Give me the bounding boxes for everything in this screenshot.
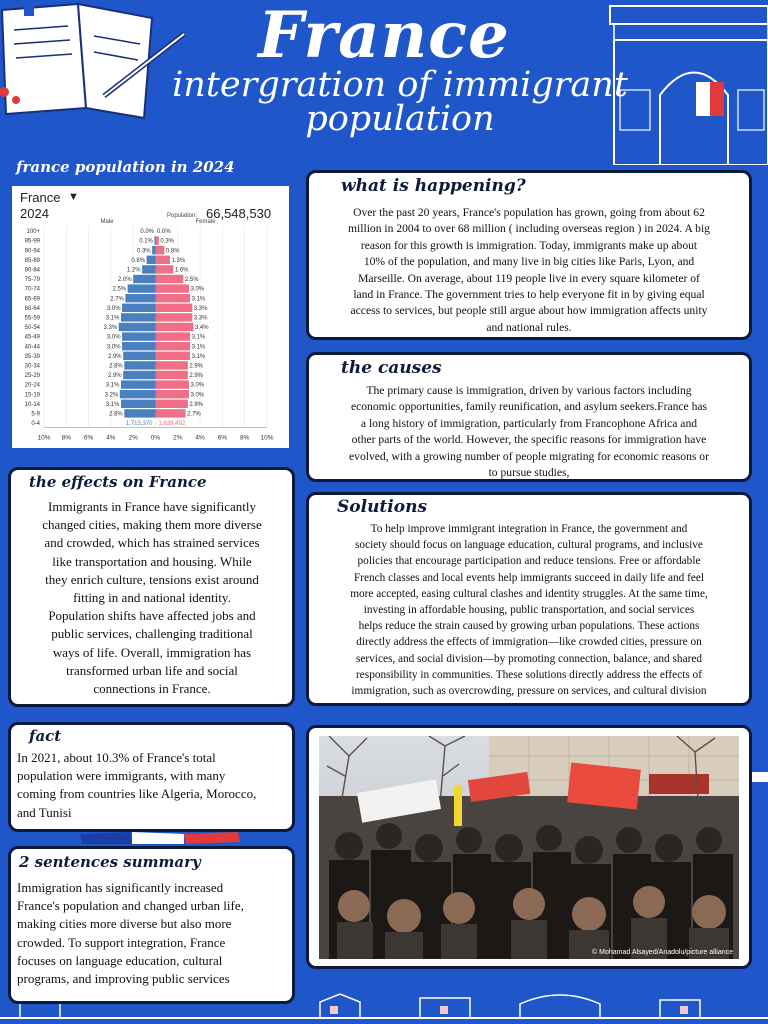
male-bar [123, 371, 155, 379]
female-value-label: 0.8% [165, 248, 180, 255]
female-value-label: 2.5% [184, 277, 199, 284]
text-line: To help improve immigrant integration in France, the government and [370, 523, 688, 535]
female-bar [156, 246, 165, 254]
female-bar [156, 400, 188, 408]
male-value-label: 3.1% [105, 315, 120, 322]
card-title: fact [29, 727, 62, 745]
text-line: access to services, but people still argue about how immigration affects unity [350, 304, 708, 318]
text-line: making cities more diverse but also more [17, 916, 232, 932]
age-group-label: 20-24 [24, 382, 40, 389]
female-value-label: 3.1% [191, 353, 206, 360]
poster-subtitle-line1: intergration of immigrant [172, 65, 628, 105]
female-label: Female [195, 219, 216, 225]
female-bar [156, 265, 174, 273]
text-line: public services, challenging traditional [51, 626, 253, 642]
text-line: a long history of immigration, particularly from Francophone Africa and [360, 416, 698, 430]
male-bar [128, 284, 156, 292]
female-value-label: 3.0% [190, 392, 205, 399]
card-body [17, 749, 289, 822]
male-value-label: 0.3% [136, 248, 151, 255]
text-line: responsibility in communities. These solutions directly address the effects of [356, 668, 702, 681]
text-line: Immigrants in France have significantly [48, 499, 256, 514]
x-tick-label: 10% [260, 434, 274, 442]
female-value-label: 3.3% [193, 315, 208, 322]
male-value-label: 2.8% [109, 411, 123, 418]
age-group-label: 55-59 [24, 315, 40, 322]
female-value-label: 3.1% [191, 296, 206, 303]
female-bar [156, 284, 189, 292]
male-bar [121, 313, 156, 321]
male-value-label: 3.0% [106, 344, 121, 351]
male-bar [122, 342, 155, 350]
male-bar [124, 361, 155, 369]
female-value-label: 2.9% [189, 373, 204, 380]
female-value-label: 3.0% [190, 286, 205, 293]
text-line: immigration, such as overcrowding, pressure on services, and cultural division [351, 685, 707, 698]
female-value-label: 3.1% [191, 334, 206, 341]
population-pyramid [12, 186, 289, 448]
age-group-label: 5-9 [31, 411, 40, 418]
male-bar [124, 409, 155, 417]
age-group-label: 65-69 [24, 296, 40, 303]
male-value-label: 0.0% [140, 229, 154, 236]
female-value-label: 2.9% [189, 363, 204, 370]
female-bar [156, 380, 189, 388]
text-line: reason for this growth is immigration. Today, immigrants make up about [360, 238, 698, 252]
female-total-label: 1,639,492 [158, 421, 186, 428]
card-fact [8, 722, 295, 832]
card-what-is-happening [306, 170, 752, 340]
text-line: land in France. The government tries to help everyone fit in by giving equal [353, 288, 705, 302]
text-line: crowded. To support integration, France [17, 934, 226, 950]
card-title: what is happening? [341, 176, 526, 196]
card-title: the effects on France [29, 473, 207, 491]
text-line: Over the past 20 years, France's population has grown, going from about 62 [353, 206, 705, 219]
text-line: investing in affordable housing, public transportation, and social services [363, 604, 695, 617]
female-value-label: 3.3% [193, 305, 208, 312]
text-line: population were immigrants, with many [17, 768, 226, 784]
age-group-label: 40-44 [24, 344, 40, 351]
text-line: connections in France. [93, 681, 211, 697]
text-line: fitting in and national identity. [73, 590, 231, 606]
card-body [315, 383, 743, 481]
text-line: services, and social division—by promoting connection, balance, and shared [355, 652, 703, 665]
age-group-label: 90-94 [24, 248, 40, 255]
text-line: policies that encourage participation and reduce tensions. Free or affordable [357, 555, 701, 568]
x-tick-label: 8% [239, 434, 250, 442]
female-bar [156, 332, 191, 340]
male-bar [120, 390, 156, 398]
male-value-label: 1.2% [126, 267, 141, 274]
age-group-label: 35-39 [24, 353, 40, 360]
female-bar [156, 304, 193, 312]
chevron-down-icon[interactable]: ▼ [68, 191, 79, 203]
female-value-label: 0.3% [160, 238, 175, 245]
protest-photo-illustration [319, 736, 739, 959]
x-tick-label: 2% [173, 434, 183, 442]
text-line: helps reduce the strain caused by growing urban populations. These actions [358, 620, 700, 633]
card-title: the causes [341, 358, 442, 378]
age-group-label: 100+ [26, 229, 40, 236]
male-label: Male [100, 219, 114, 225]
female-bar [156, 256, 170, 264]
text-line: like transportation and housing. While [52, 553, 252, 569]
text-line: changed cities, making them more diverse [42, 517, 262, 533]
text-line: economic opportunities, family reunification, and asylum seekers.France has [350, 400, 708, 414]
pyramid-country[interactable]: France [20, 190, 61, 205]
card-body [17, 879, 289, 988]
card-causes [306, 352, 752, 482]
card-photo [306, 725, 752, 969]
text-line: and crowded, which has strained services [44, 535, 260, 551]
text-line: coming from countries like Algeria, Morocco, [17, 786, 257, 802]
x-tick-label: 4% [195, 434, 205, 442]
age-group-label: 60-64 [24, 305, 40, 312]
text-line: and Tunisi [17, 804, 72, 820]
male-bar [142, 265, 155, 273]
card-body [21, 498, 283, 698]
male-bar [154, 236, 155, 244]
female-bar [156, 323, 194, 331]
pyramid-year: 2024 [20, 206, 49, 221]
text-line: France's population and changed urban life, [17, 898, 244, 914]
male-value-label: 3.1% [105, 382, 120, 389]
male-bar [122, 332, 155, 340]
text-line: programs, and improving public services [17, 971, 230, 987]
age-group-label: 85-89 [24, 257, 40, 264]
female-bar [156, 409, 186, 417]
text-line: Immigration has significantly increased [17, 880, 224, 895]
text-line: Marseille. On average, about 119 people live in every square kilometer of [358, 271, 700, 285]
x-tick-label: 2% [128, 434, 138, 442]
card-effects [8, 467, 295, 707]
text-line: more accepted, easing cultural clashes and identity struggles. At the same time, [350, 587, 708, 600]
age-group-label: 70-74 [24, 286, 40, 293]
age-group-label: 10-14 [24, 401, 40, 408]
male-bar [125, 294, 155, 302]
male-value-label: 0.8% [131, 257, 146, 264]
female-value-label: 3.1% [191, 344, 206, 351]
x-tick-label: 0% [150, 434, 161, 442]
card-title: 2 sentences summary [19, 853, 201, 871]
population-value: 66,548,530 [206, 206, 272, 221]
text-line: 10% of the population, and many live in big cities like Paris, Lyon, and [363, 255, 695, 269]
x-tick-label: 10% [37, 434, 51, 442]
male-bar [121, 400, 156, 408]
age-group-label: 0-4 [31, 421, 40, 428]
female-value-label: 3.4% [194, 325, 209, 332]
poster-subtitle-line2: population [305, 99, 495, 139]
age-group-label: 75-79 [24, 277, 40, 284]
text-line: million in 2004 to over 68 million ( including overseas region ) in 2024. A big [348, 222, 710, 236]
age-group-label: 80-84 [24, 267, 40, 274]
text-line: focuses on language education, cultural [17, 952, 223, 968]
male-value-label: 3.3% [103, 325, 118, 332]
female-value-label: 1.6% [174, 267, 189, 274]
card-summary [8, 846, 295, 1004]
male-bar [122, 304, 155, 312]
age-group-label: 95-99 [24, 238, 40, 245]
male-bar [147, 256, 156, 264]
female-bar [156, 236, 159, 244]
male-bar [123, 352, 155, 360]
male-bar [133, 275, 155, 283]
age-group-label: 30-34 [24, 363, 40, 370]
x-tick-label: 4% [106, 434, 116, 442]
age-group-label: 15-19 [24, 392, 40, 399]
male-value-label: 3.0% [106, 334, 121, 341]
text-line: evolved, with a growing number of people migrating for economic reasons or [349, 449, 709, 463]
text-line: French classes and local events help immigrants succeed in daily life and feel [353, 571, 705, 584]
female-value-label: 0.0% [157, 229, 171, 236]
female-bar [156, 342, 191, 350]
female-bar [156, 294, 191, 302]
x-tick-label: 8% [61, 434, 72, 442]
male-value-label: 3.0% [106, 305, 121, 312]
x-tick-label: 6% [217, 434, 228, 442]
female-value-label: 2.9% [189, 401, 204, 408]
female-bar [156, 371, 188, 379]
text-line: ways of life. Overall, immigration has [52, 644, 252, 660]
male-value-label: 2.9% [107, 373, 122, 380]
population-label: Population: [167, 213, 198, 219]
male-value-label: 3.1% [105, 401, 120, 408]
photo-credit: © Mohamad Alsayed/Anadolu/picture alliance [592, 949, 733, 956]
population-heading: france population in 2024 [16, 158, 235, 176]
male-value-label: 2.5% [112, 286, 127, 293]
text-line: to pursue studies, [488, 466, 570, 480]
card-title: Solutions [337, 497, 428, 517]
female-bar [156, 313, 193, 321]
card-solutions [306, 492, 752, 706]
text-line: The primary cause is immigration, driven by various factors including [366, 384, 692, 397]
pyramid-chart [12, 186, 289, 448]
text-line: society should focus on language education, cultural programs, and inclusive [355, 539, 703, 552]
text-line: In 2021, about 10.3% of France's total [17, 750, 216, 765]
text-line: they enrich culture, tensions exist around [45, 571, 259, 587]
female-bar [156, 390, 189, 398]
male-value-label: 2.9% [107, 353, 122, 360]
male-bar [121, 380, 156, 388]
tricolor-ribbon [80, 830, 240, 846]
male-value-label: 0.1% [139, 238, 153, 245]
text-line: Population shifts have affected jobs and [48, 608, 256, 624]
female-value-label: 3.0% [190, 382, 205, 389]
male-value-label: 2.8% [109, 363, 123, 370]
male-total-label: 1,715,370 [125, 421, 153, 428]
text-line: transformed urban life and social [66, 662, 238, 678]
male-bar [152, 246, 155, 254]
card-body [315, 205, 743, 336]
text-line: directly address the effects of immigration—like crowded cities, pressure on [356, 636, 702, 649]
male-value-label: 3.2% [104, 392, 119, 399]
age-group-label: 25-29 [24, 373, 40, 380]
female-bar [156, 275, 184, 283]
age-group-label: 50-54 [24, 325, 40, 332]
age-group-label: 45-49 [24, 334, 40, 341]
card-body [313, 521, 745, 699]
text-line: and national rules. [486, 320, 572, 334]
female-bar [156, 361, 188, 369]
protest-photo [319, 736, 739, 959]
female-value-label: 1.3% [171, 257, 186, 264]
text-line: other parts of the world. However, the specific reasons for immigration have [351, 433, 707, 447]
female-value-label: 2.7% [187, 411, 201, 418]
x-tick-label: 6% [83, 434, 94, 442]
male-value-label: 2.7% [110, 296, 124, 303]
male-bar [119, 323, 156, 331]
poster-title: France [258, 0, 510, 73]
male-value-label: 2.0% [118, 277, 132, 284]
female-bar [156, 352, 191, 360]
